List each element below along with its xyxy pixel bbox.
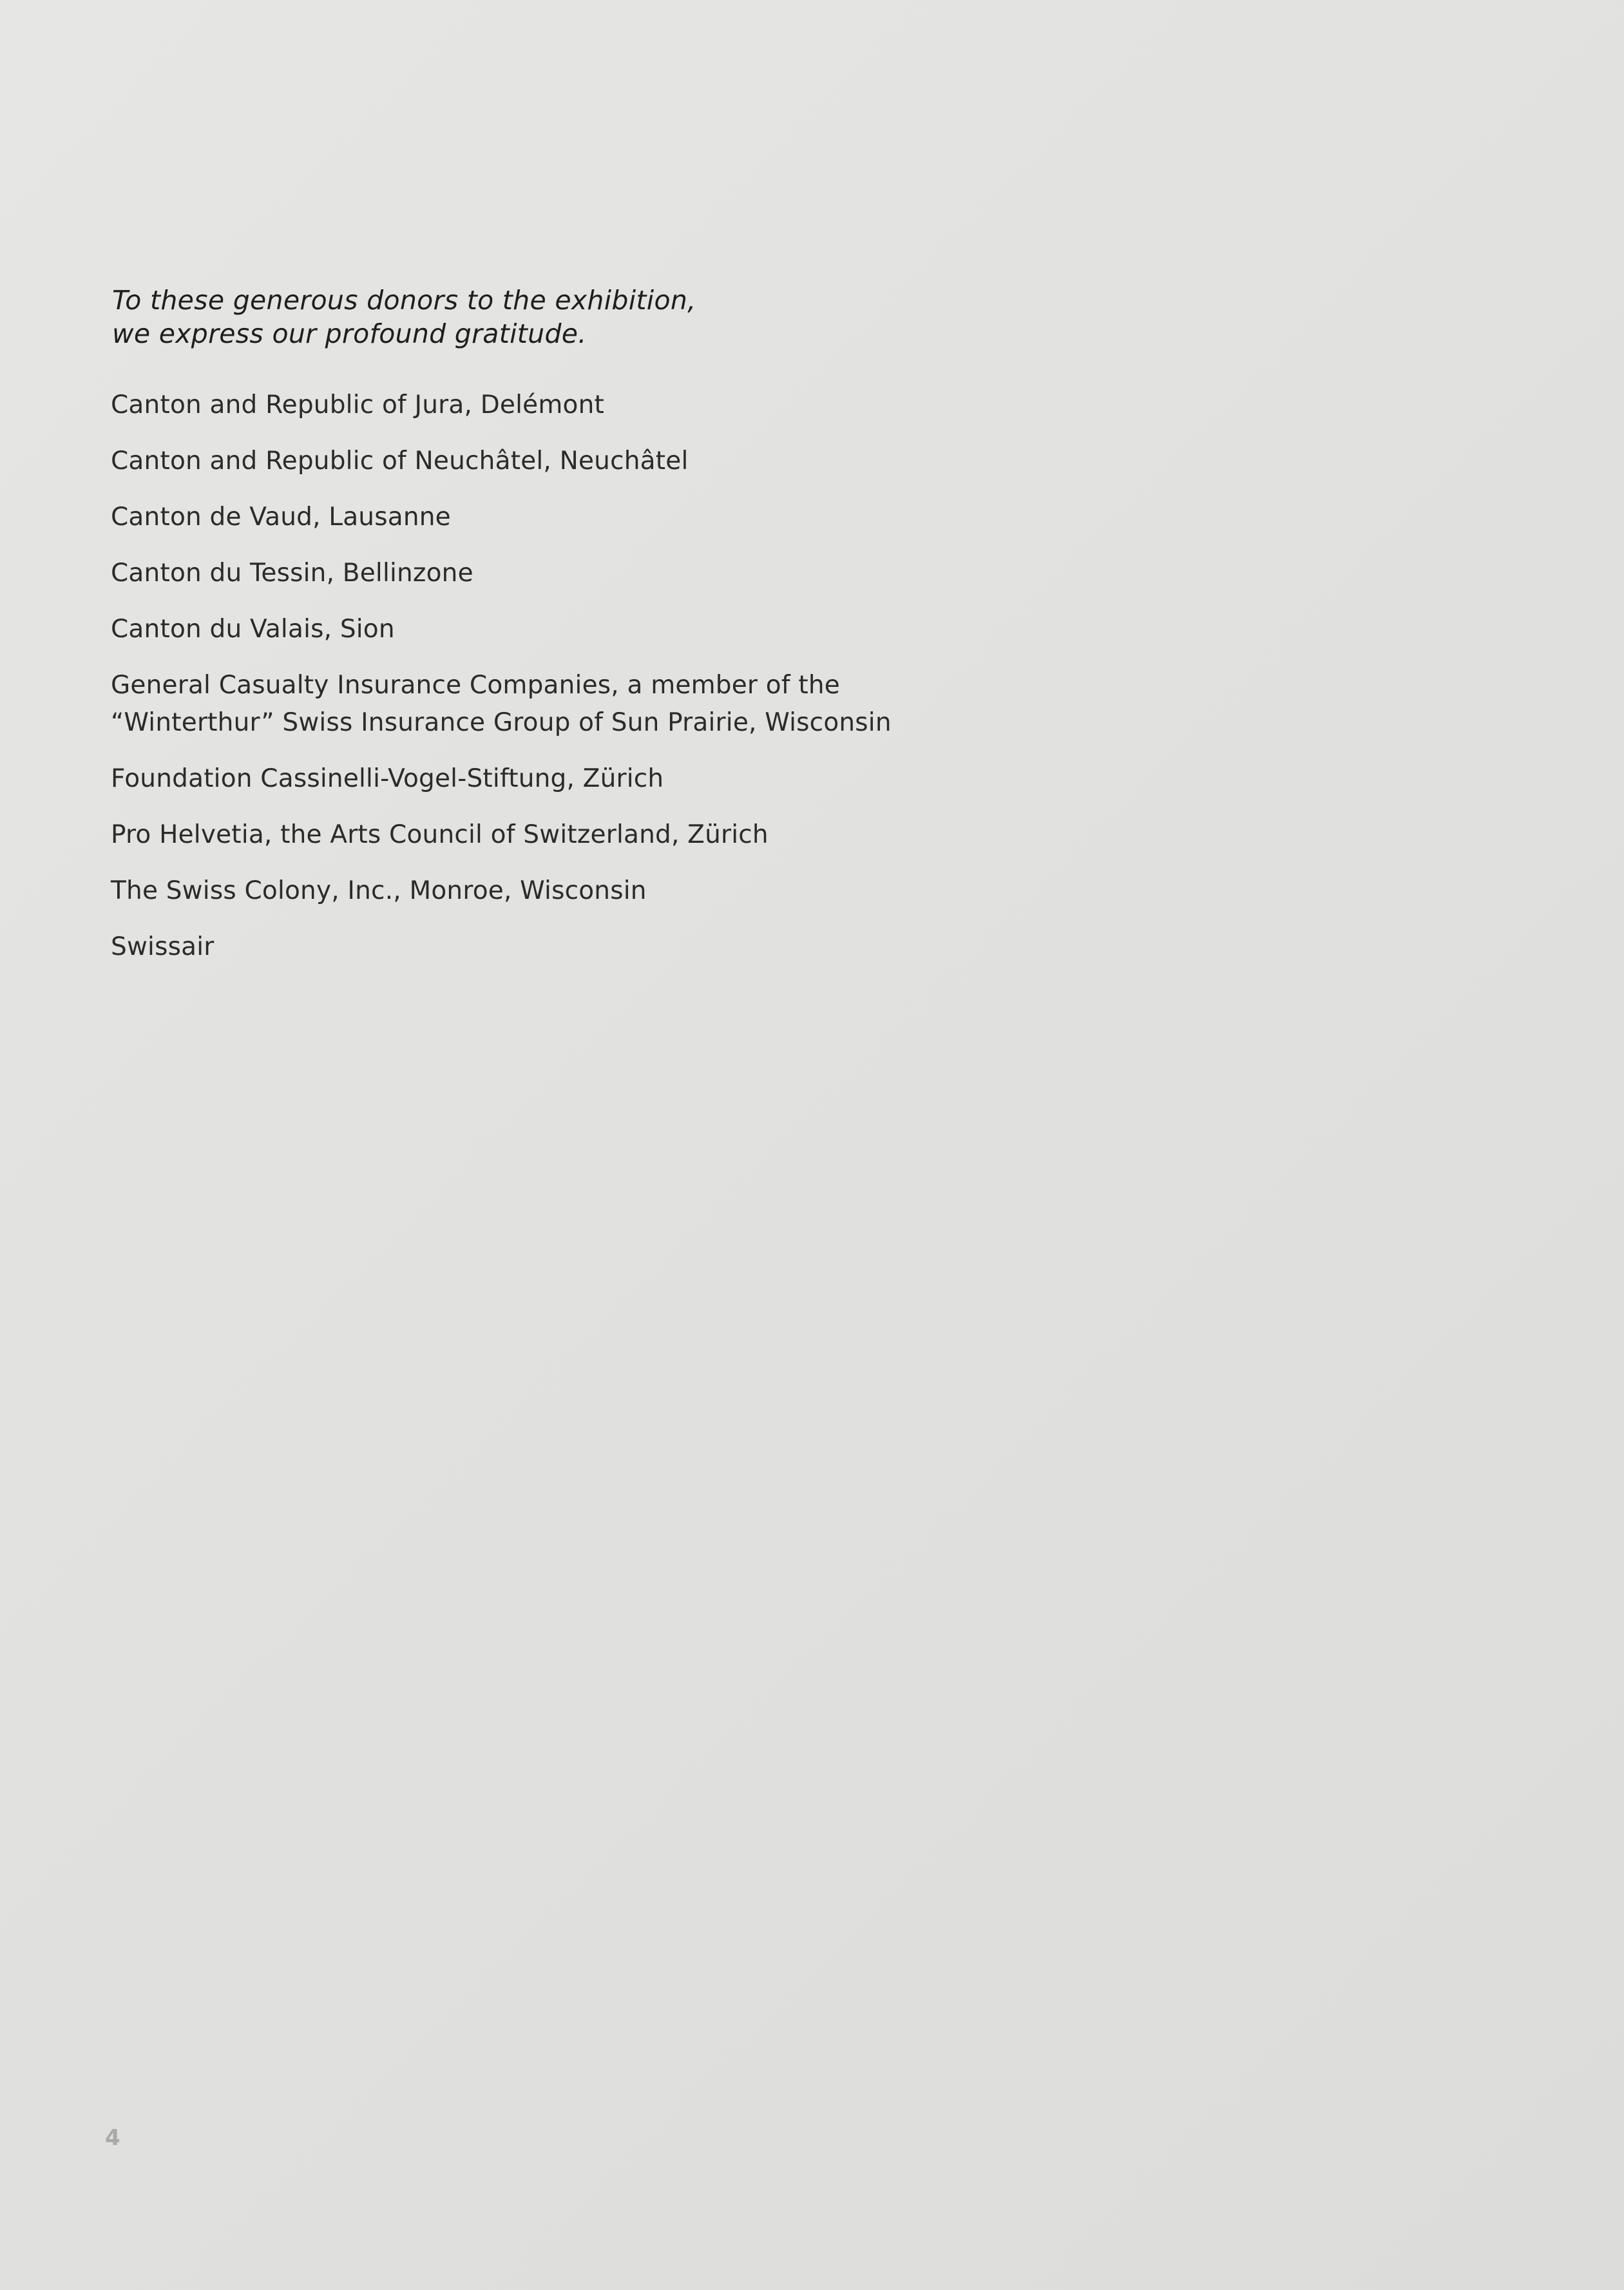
donor-line: Swissair <box>111 932 215 961</box>
donor-item <box>111 760 1077 798</box>
dedication-intro <box>112 284 950 351</box>
donor-item <box>111 555 1077 592</box>
donor-line: The Swiss Colony, Inc., Monroe, Wisconsin <box>111 876 647 905</box>
donor-line: Foundation Cassinelli-Vogel-Stiftung, Zürich <box>111 764 664 793</box>
donor-item <box>111 499 1077 536</box>
donor-line: Canton du Tessin, Bellinzone <box>111 559 473 588</box>
donor-list <box>111 387 1077 985</box>
donor-line: “Winterthur” Swiss Insurance Group of Sun Prairie, Wisconsin <box>111 708 892 737</box>
donor-item <box>111 929 1077 966</box>
donor-item <box>111 443 1077 480</box>
donor-item <box>111 667 1077 742</box>
donor-line: General Casualty Insurance Companies, a member of the <box>111 671 840 700</box>
donor-line: Pro Helvetia, the Arts Council of Switzerland, Zürich <box>111 820 769 849</box>
donor-line: Canton du Valais, Sion <box>111 615 395 644</box>
intro-line: To these generous donors to the exhibition, <box>112 285 696 316</box>
donor-item <box>111 387 1077 424</box>
donor-item <box>111 872 1077 910</box>
donor-line: Canton and Republic of Neuchâtel, Neuchâtel <box>111 447 689 476</box>
donor-item <box>111 611 1077 648</box>
donor-line: Canton de Vaud, Lausanne <box>111 503 451 532</box>
page-number: 4 <box>105 2125 120 2151</box>
intro-line: we express our profound gratitude. <box>112 318 587 349</box>
donor-line: Canton and Republic of Jura, Delémont <box>111 390 605 419</box>
donor-item <box>111 816 1077 854</box>
